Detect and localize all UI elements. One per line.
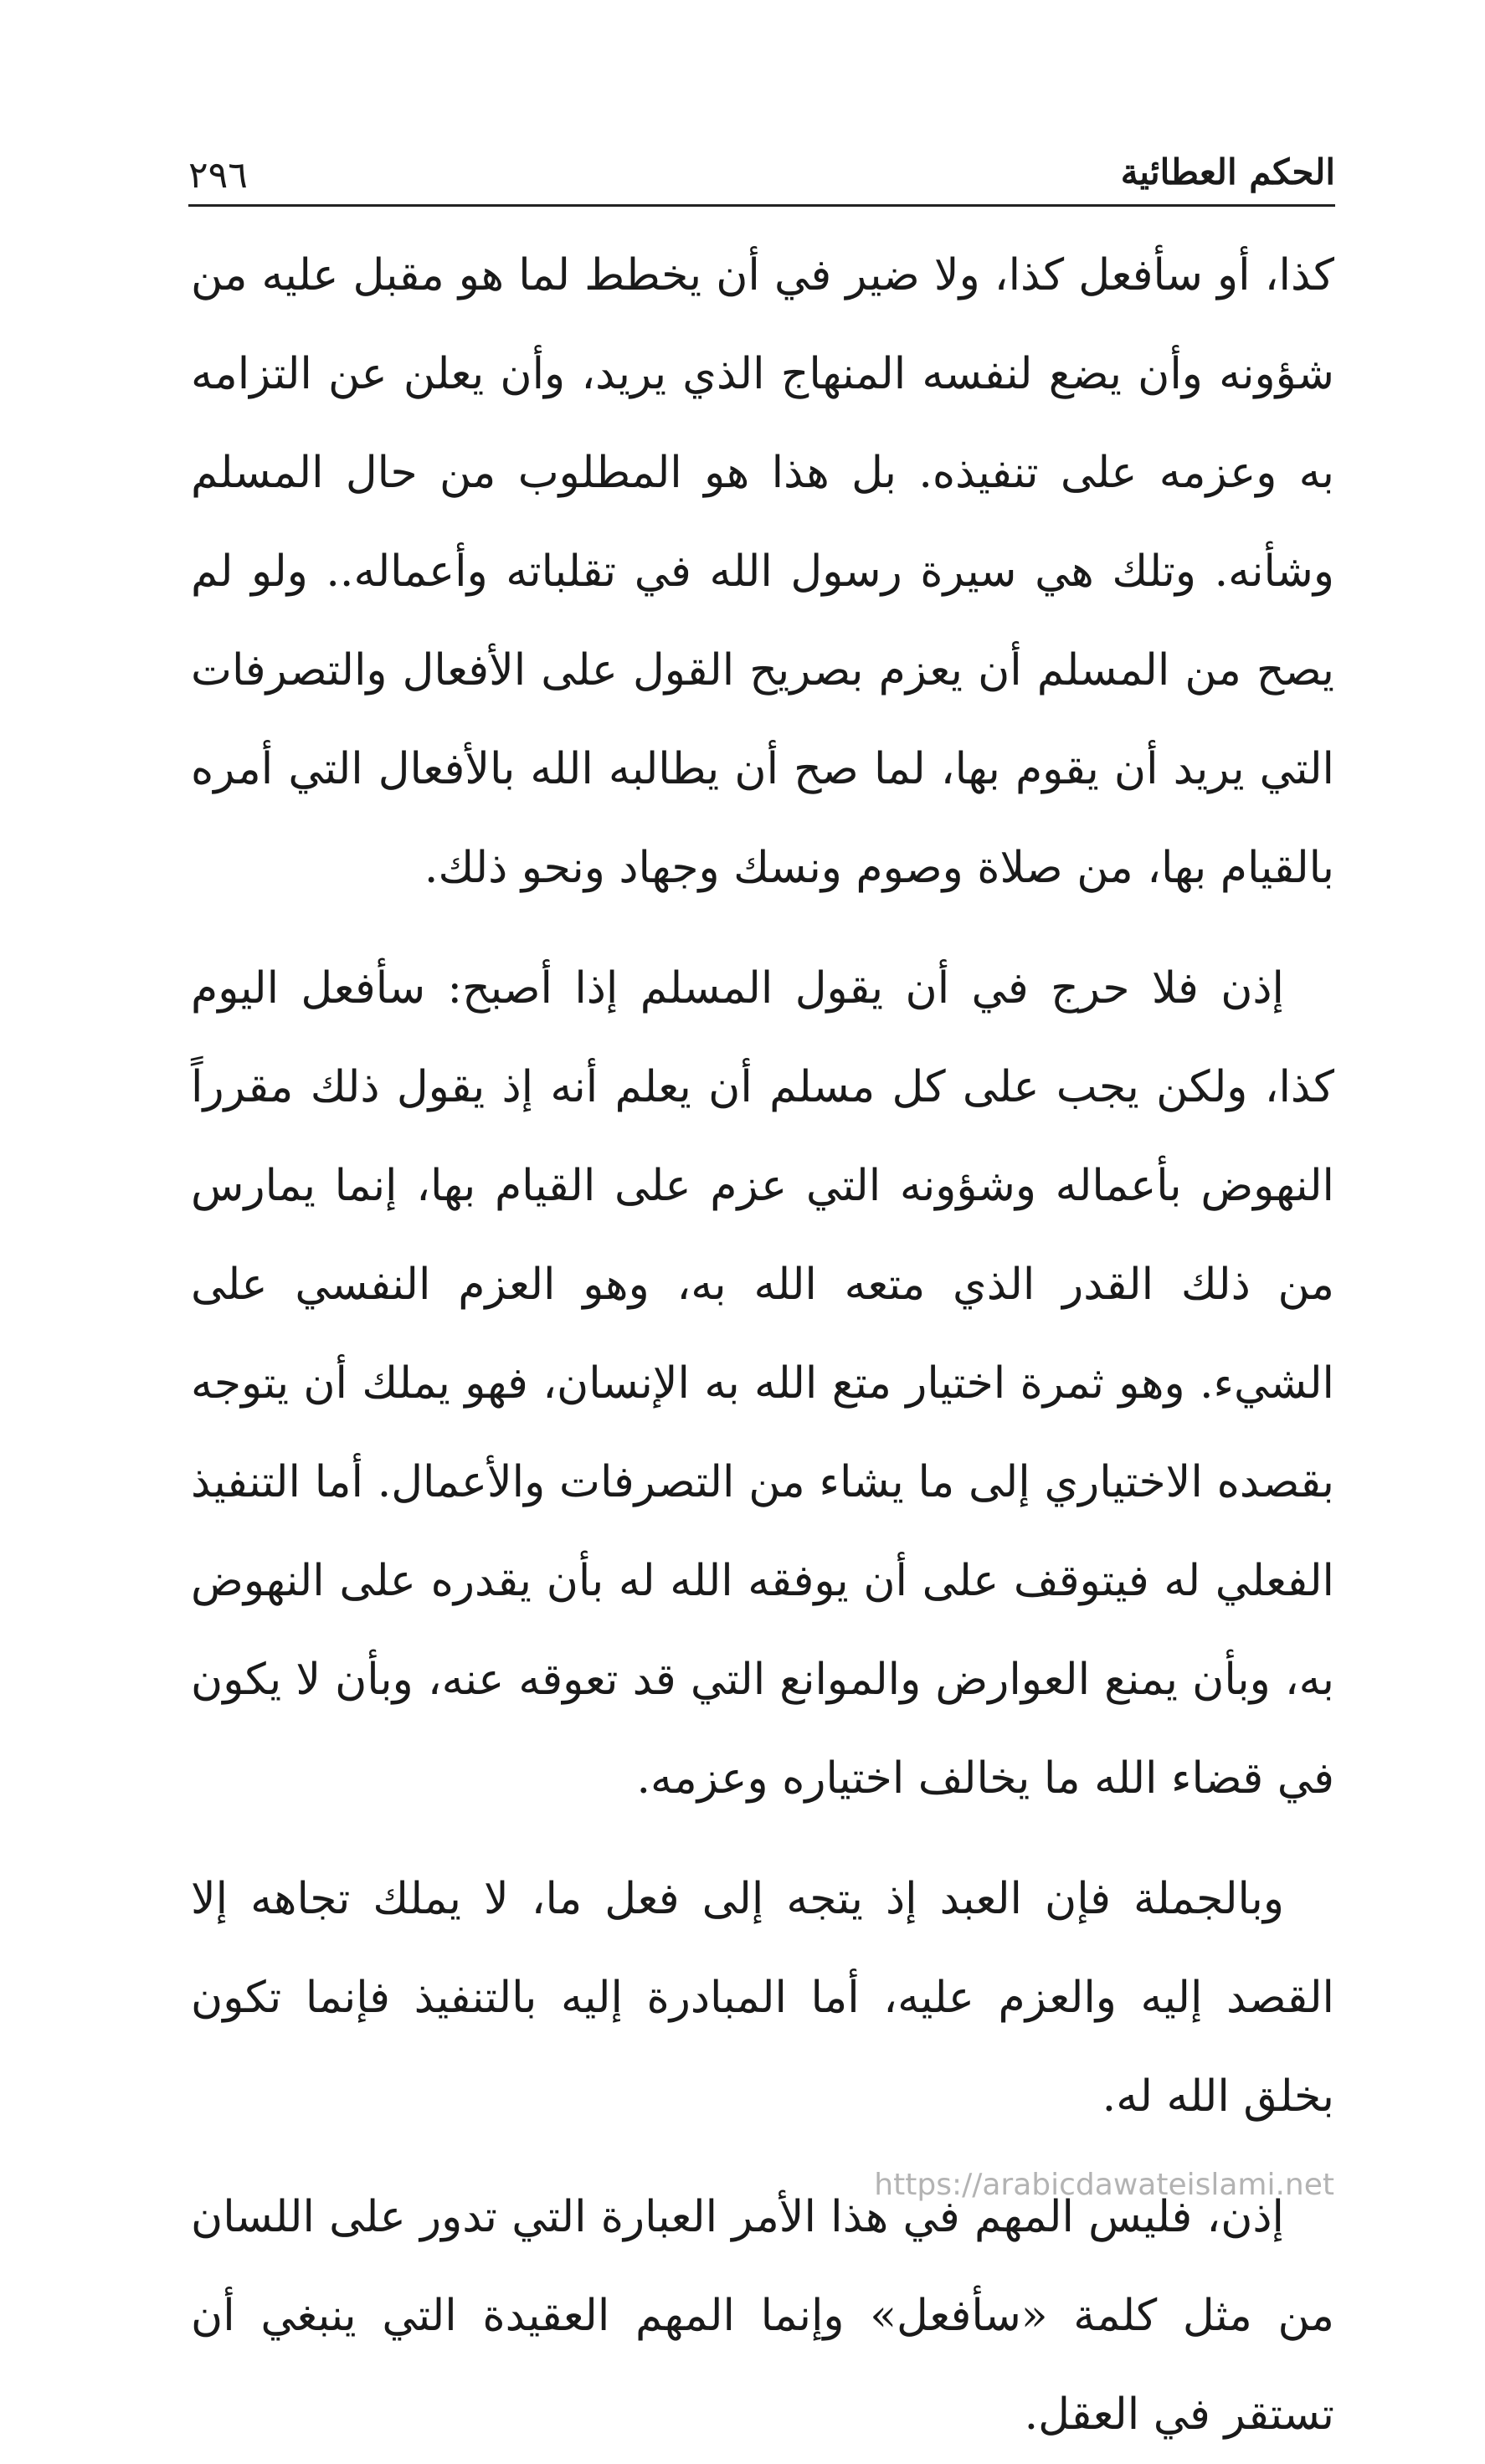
paragraph-1: كذا، أو سأفعل كذا، ولا ضير في أن يخطط لما هو مقبل عليه من شؤونه وأن يضع لنفسه المنهاج الذي يريد، وأن يعلن عن التزامه به وعزمه على تنفيذه. بل هذا هو المطلوب من حال المسلم وشأنه. وتلك هي سيرة رسول الله في تقلباته وأعماله.. ولو لم يصح من المسلم أن يعزم بصريح القول على الأفعال والتصرفات التي يريد أن يقوم بها، لما صح أن يطالبه الله بالأفعال التي أمره بالقيام بها، من صلاة وصوم ونسك وجهاد ونحو ذلك. — [191, 250, 1334, 893]
header-divider — [188, 204, 1335, 207]
paragraph-2: إذن فلا حرج في أن يقول المسلم إذا أصبح: سأفعل اليوم كذا، ولكن يجب على كل مسلم أن يعلم أنه إذ يقول ذلك مقرراً النهوض بأعماله وشؤونه التي عزم على القيام بها، إنما يمارس من ذلك القدر الذي متعه الله به، وهو العزم النفسي على الشيء. وهو ثمرة اختيار متع الله به الإنسان، فهو يملك أن يتوجه بقصده الاختياري إلى ما يشاء من التصرفات والأعمال. أما التنفيذ الفعلي له فيتوقف على أن يوفقه الله له بأن يقدره على النهوض به، وبأن يمنع العوارض والموانع التي قد تعوقه عنه، وبأن لا يكون في قضاء الله ما يخالف اختياره وعزمه. — [191, 963, 1334, 1804]
page-header — [188, 134, 1335, 201]
page-number: ٢٩٦ — [188, 154, 248, 197]
watermark-url: https://arabicdawateislami.net — [874, 2168, 1334, 2202]
running-title: الحكم العطائية — [1120, 151, 1335, 192]
paragraph-4: إذن، فليس المهم في هذا الأمر العبارة التي تدور على اللسان من مثل كلمة «سأفعل» وإنما المهم العقيدة التي ينبغي أن تستقر في العقل. — [191, 2192, 1334, 2440]
body-text — [191, 226, 1334, 2464]
paragraph-3: وبالجملة فإن العبد إذ يتجه إلى فعل ما، لا يملك تجاهه إلا القصد إليه والعزم عليه، أما المبادرة إليه بالتنفيذ فإنما تكون بخلق الله له. — [191, 1874, 1334, 2122]
